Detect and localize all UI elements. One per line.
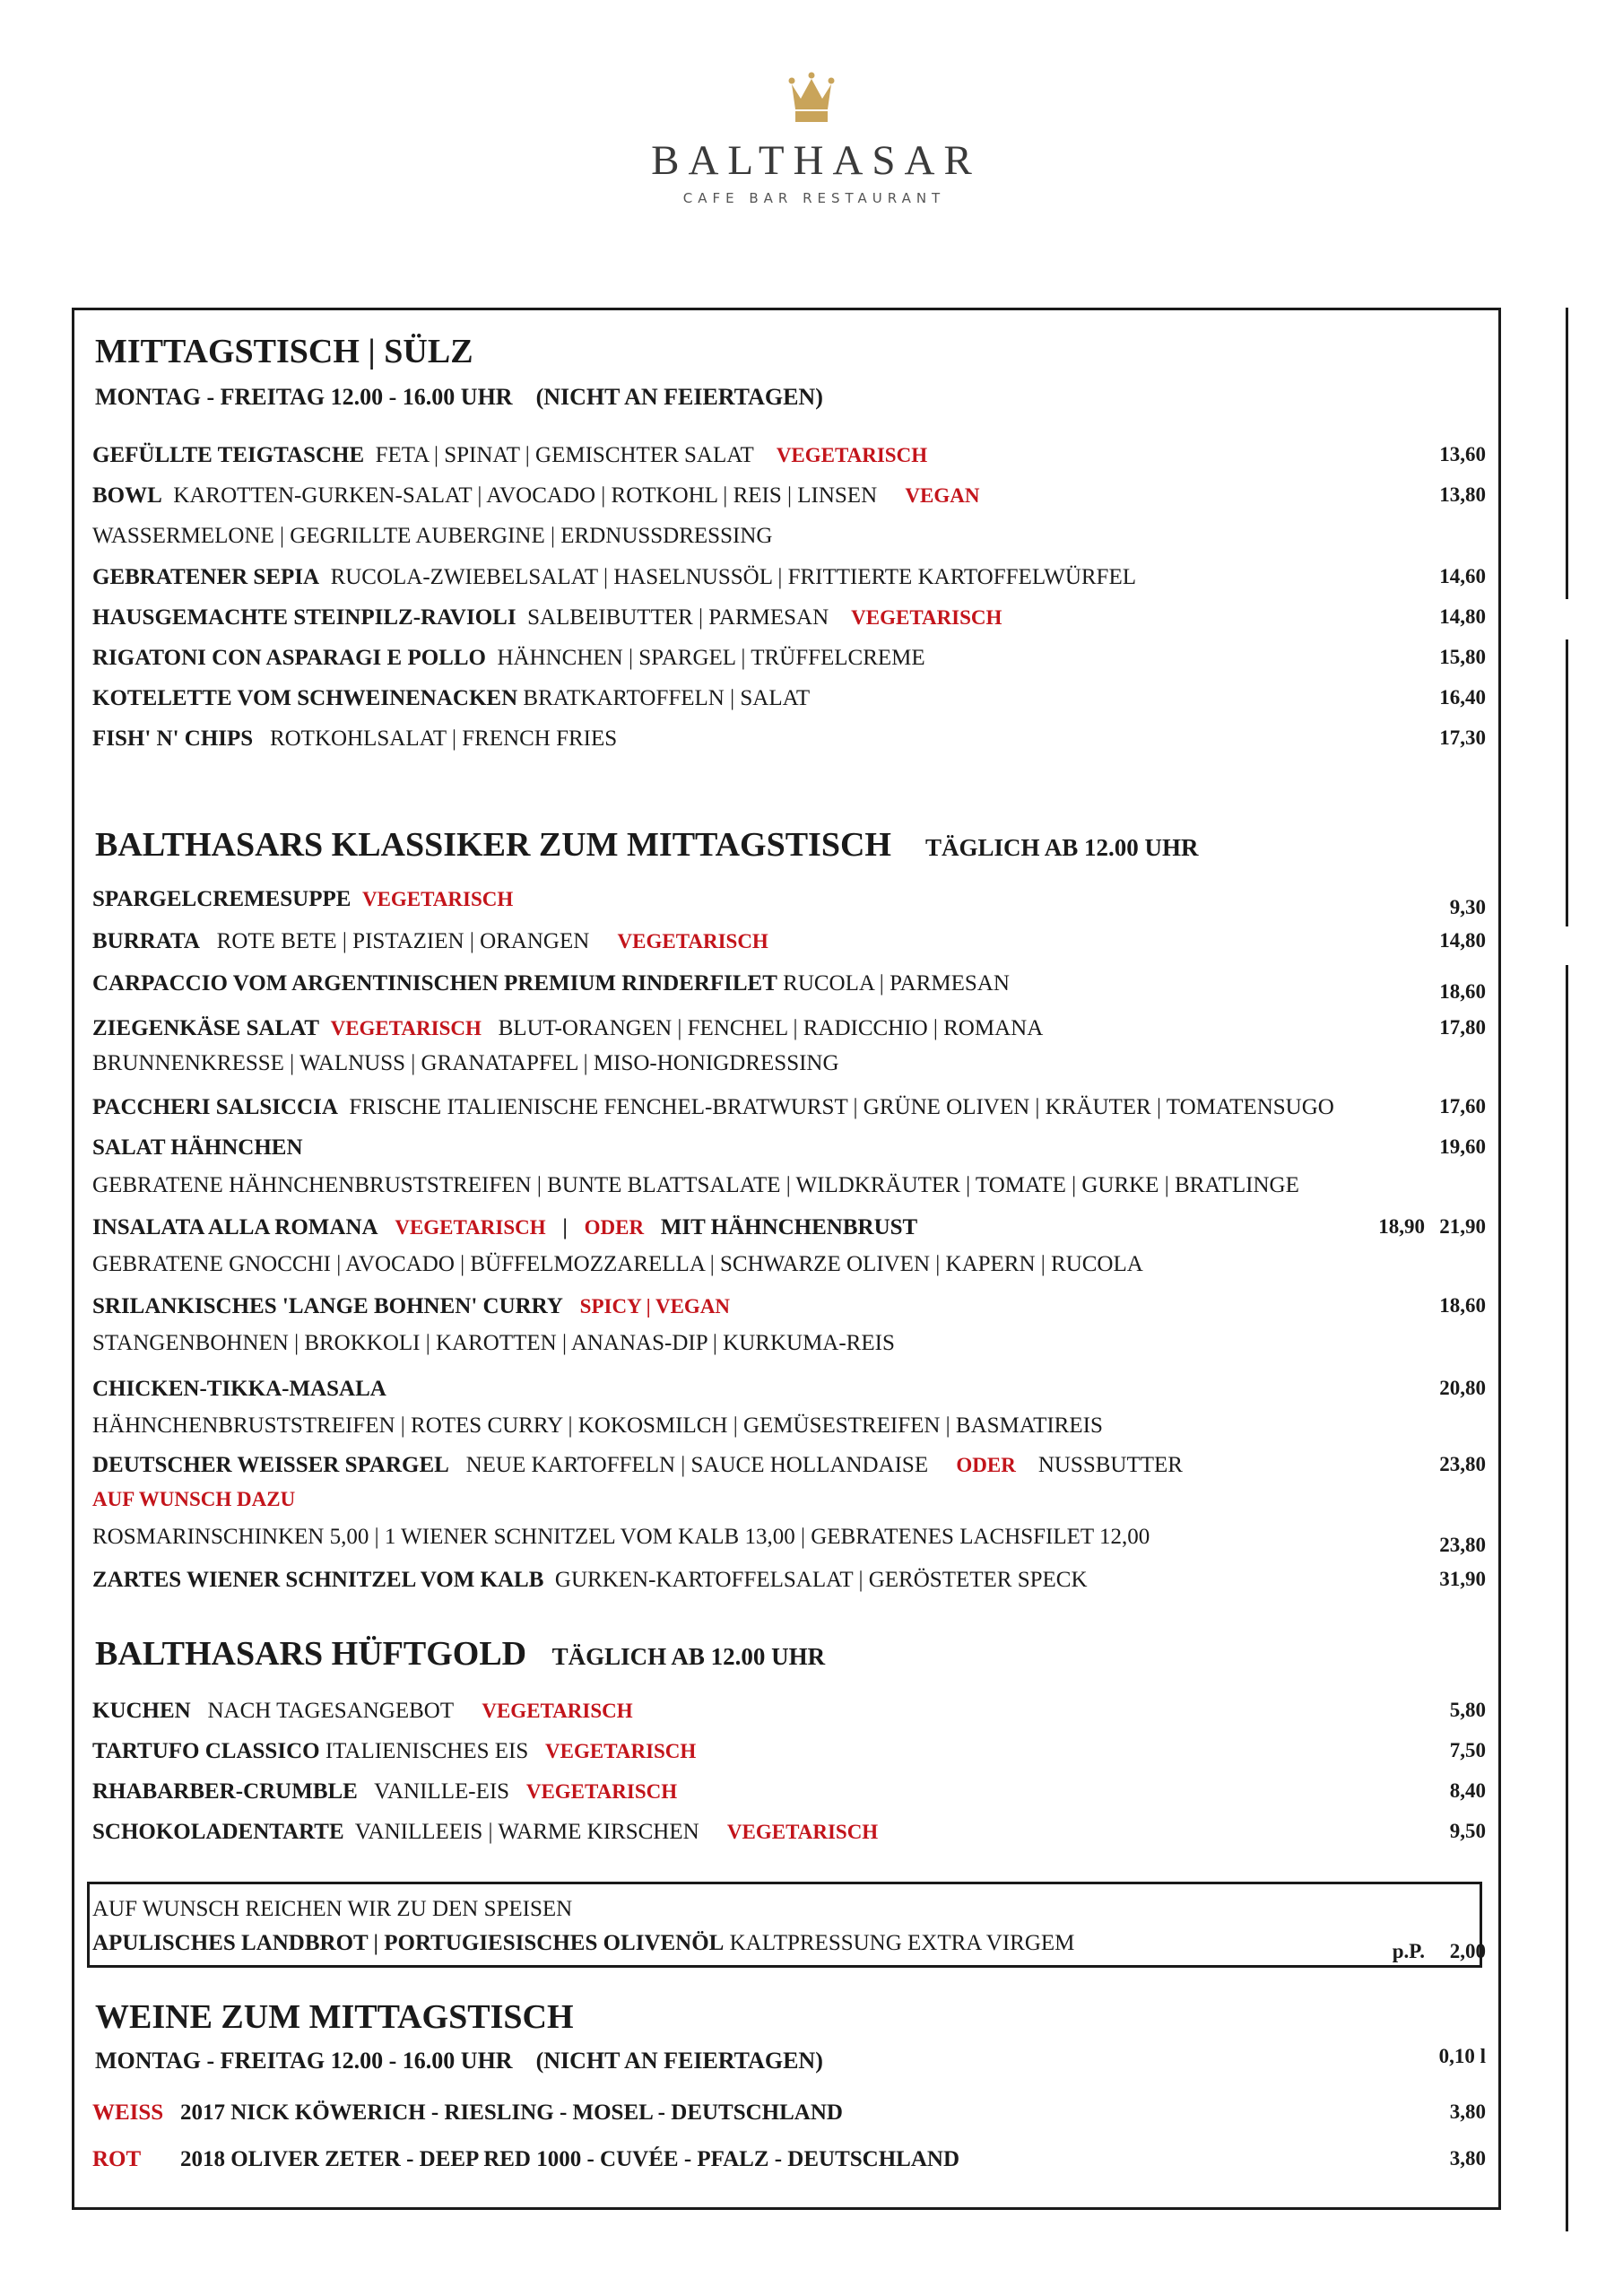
menu-item: TARTUFO CLASSICO ITALIENISCHES EIS VEGETARISCH 7,50 [92,1739,1486,1763]
edge-line [1566,639,1568,926]
menu-item: GEFÜLLTE TEIGTASCHE FETA | SPINAT | GEMISCHTER SALAT VEGETARISCH 13,60 [92,443,1486,467]
edge-line [1566,308,1568,599]
edge-line [1566,965,1568,2231]
menu-item: ZIEGENKÄSE SALAT VEGETARISCH BLUT-ORANGEN | FENCHEL | RADICCHIO | ROMANA 17,80 [92,1016,1486,1040]
wine-volume: 0,10 l [1438,2045,1486,2067]
logo [0,72,1623,206]
section-title: MITTAGSTISCH | SÜLZ [95,333,473,370]
menu-item: FISH' N' CHIPS ROTKOHLSALAT | FRENCH FRIES 17,30 [92,726,1486,751]
bread-item: APULISCHES LANDBROT | PORTUGIESISCHES OLIVENÖL KALTPRESSUNG EXTRA VIRGEM p.P. 2,00 [92,1931,1486,1962]
section-title: BALTHASARS KLASSIKER ZUM MITTAGSTISCH TÄGLICH AB 12.00 UHR [95,826,1199,864]
wine-item: ROT 2018 OLIVER ZETER - DEEP RED 1000 - CUVÉE - PFALZ - DEUTSCHLAND 3,80 [92,2147,1486,2171]
menu-item-desc: GEBRATENE GNOCCHI | AVOCADO | BÜFFELMOZZARELLA | SCHWARZE OLIVEN | KAPERN | RUCOLA [92,1252,1143,1276]
menu-item: RIGATONI CON ASPARAGI E POLLO HÄHNCHEN | SPARGEL | TRÜFFELCREME 15,80 [92,646,1486,670]
brand-name: BALTHASAR [651,137,981,184]
section-hours: MONTAG - FREITAG 12.00 - 16.00 UHR (NICHT AN FEIERTAGEN) [95,2048,823,2074]
menu-item-desc: WASSERMELONE | GEGRILLTE AUBERGINE | ERDNUSSDRESSING [92,524,773,548]
menu-item: ZARTES WIENER SCHNITZEL VOM KALB GURKEN-KARTOFFELSALAT | GERÖSTETER SPECK 31,90 [92,1568,1486,1592]
menu-item-desc: GEBRATENE HÄHNCHENBRUSTSTREIFEN | BUNTE BLATTSALATE | WILDKRÄUTER | TOMATE | GURKE | BRATLINGE [92,1173,1299,1197]
menu-item: CARPACCIO VOM ARGENTINISCHEN PREMIUM RINDERFILET RUCOLA | PARMESAN 18,60 [92,971,1486,1003]
menu-item-desc: HÄHNCHENBRUSTSTREIFEN | ROTES CURRY | KOKOSMILCH | GEMÜSESTREIFEN | BASMATIREIS [92,1413,1103,1438]
menu-item-note: AUF WUNSCH DAZU [92,1488,296,1510]
menu-item: BOWL KAROTTEN-GURKEN-SALAT | AVOCADO | ROTKOHL | REIS | LINSEN VEGAN 13,80 [92,483,1486,508]
menu-item: HAUSGEMACHTE STEINPILZ-RAVIOLI SALBEIBUTTER | PARMESAN VEGETARISCH 14,80 [92,605,1486,630]
menu-item: SPARGELCREMESUPPE VEGETARISCH 9,30 [92,887,1486,918]
menu-item: SCHOKOLADENTARTE VANILLEEIS | WARME KIRSCHEN VEGETARISCH 9,50 [92,1820,1486,1844]
brand-tagline: CAFE BAR RESTAURANT [682,190,946,206]
menu-item-desc: STANGENBOHNEN | BROKKOLI | KAROTTEN | ANANAS-DIP | KURKUMA-REIS [92,1331,895,1355]
section-title: BALTHASARS HÜFTGOLD TÄGLICH AB 12.00 UHR [95,1635,826,1673]
section-hours: MONTAG - FREITAG 12.00 - 16.00 UHR (NICHT AN FEIERTAGEN) [95,384,823,410]
menu-item: GEBRATENER SEPIA RUCOLA-ZWIEBELSALAT | HASELNUSSÖL | FRITTIERTE KARTOFFELWÜRFEL 14,60 [92,565,1486,589]
menu-item: CHICKEN-TIKKA-MASALA 20,80 [92,1377,1486,1401]
wine-item: WEISS 2017 NICK KÖWERICH - RIESLING - MOSEL - DEUTSCHLAND 3,80 [92,2100,1486,2125]
menu-item: BURRATA ROTE BETE | PISTAZIEN | ORANGEN VEGETARISCH 14,80 [92,929,1486,953]
menu-item: RHABARBER-CRUMBLE VANILLE-EIS VEGETARISCH 8,40 [92,1779,1486,1804]
crown-icon [788,72,835,127]
bread-note: AUF WUNSCH REICHEN WIR ZU DEN SPEISEN [92,1897,573,1921]
menu-item: KUCHEN NACH TAGESANGEBOT VEGETARISCH 5,80 [92,1699,1486,1723]
menu-item: SALAT HÄHNCHEN 19,60 [92,1135,1486,1160]
menu-item: DEUTSCHER WEISSER SPARGEL NEUE KARTOFFELN | SAUCE HOLLANDAISE ODER NUSSBUTTER 23,80 [92,1453,1486,1477]
menu-item: KOTELETTE VOM SCHWEINENACKEN BRATKARTOFFELN | SALAT 16,40 [92,686,1486,710]
menu-item: INSALATA ALLA ROMANA VEGETARISCH | ODER MIT HÄHNCHENBRUST 18,90 21,90 [92,1215,1486,1239]
menu-item: SRILANKISCHES 'LANGE BOHNEN' CURRY SPICY | VEGAN 18,60 [92,1294,1486,1318]
menu-item-desc: ROSMARINSCHINKEN 5,00 | 1 WIENER SCHNITZEL VOM KALB 13,00 | GEBRATENES LACHSFILET 12,00 23,80 [92,1525,1486,1556]
menu-item: PACCHERI SALSICCIA FRISCHE ITALIENISCHE FENCHEL-BRATWURST | GRÜNE OLIVEN | KRÄUTER | TOMATENSUGO 17,60 [92,1095,1486,1119]
menu-item-desc: BRUNNENKRESSE | WALNUSS | GRANATAPFEL | MISO-HONIGDRESSING [92,1051,839,1075]
section-title: WEINE ZUM MITTAGSTISCH [95,1998,574,2036]
